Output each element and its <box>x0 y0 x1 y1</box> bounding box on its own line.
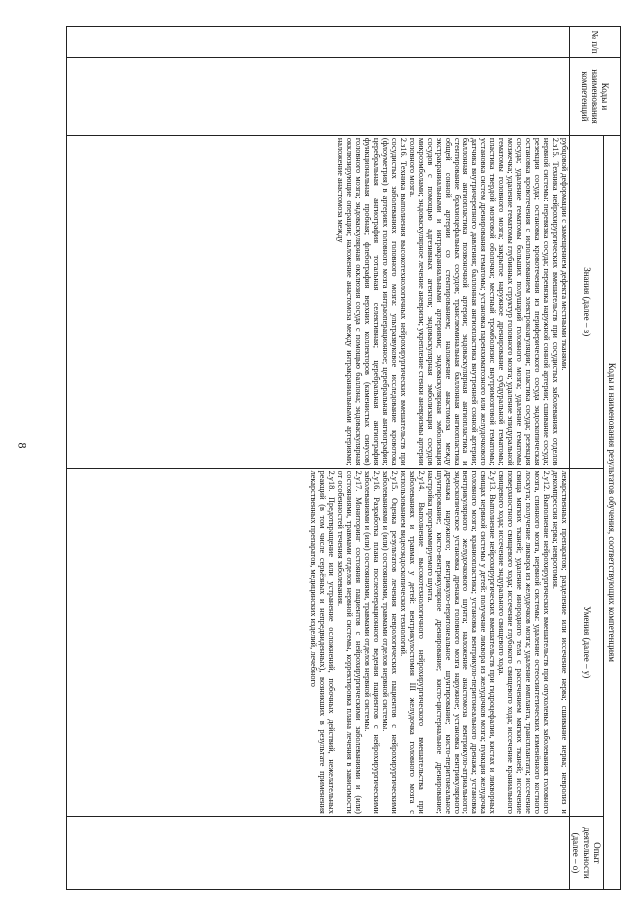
table-header-row <box>604 27 621 890</box>
header-knowledge: Знания (далее – з) <box>569 135 603 468</box>
skills-paragraph: 2.у18. Предотвращение или устранение осложнений, побочных действий, нежелательных реакций (в том числе серьёзных и непредвиденных), возникших в результате применения лекарственных препаратов, медицинских изделий, лечебного <box>309 470 337 814</box>
cell-skills <box>67 468 570 816</box>
header-codes: Коды и наименования компетенций <box>569 58 620 136</box>
table-subheader-row <box>569 27 603 890</box>
competencies-table <box>66 26 621 890</box>
header-experience: Опыт деятельности (далее – о) <box>569 816 603 889</box>
skills-paragraph: 2.у13. Выполнение нейрохирургических вмешательств при гидроцефалии, кистах и ликворных свищах нервной системы у детей: получение ликвора из желудочков мозга; пункция желудочка головного мозга; краниопластика; установка вентрикуло-перитонеального дренажа; установка вентрикулярного желудочкового шунта; наложение анастомоза вентрикуло-атриального; эндоскопическое установка дренажа головного мозга наружное; установка вентрикулярного дренажа наружного; вентрикуло-перитонеальное шунтирование; кисто-перитонеальное шунтирование; кисто-вентрикулярное дренирование; кисто-цистернальное дренирование; настройка программируемого шунта. <box>425 470 498 814</box>
knowledge-paragraph: 2.з15. Техника нейрохирургических вмешательств при сосудистых заболеваниях отделов нервной системы: перевязка сосуда; перевязка наружной сонной артерии; сшивание сосуда; резекция сосуда; остановка кровотечения из периферического сосуда эндоскопическая остановка кровотечения с использованием электрокоагуляции; пластика сосуда; резекция сосуда; удаление гематомы больших полушарий головного мозга; удаление гематомы мозжечка; удаление гематомы глубинных структур головного мозга; удаление эпидуральной гематомы головного мозга; закрытое наружное дренирование субдуральной гематомы; пластика твердой мозговой оболочки; местный тромболизис внутримозговой гематомы; установка систем дренирования гематомы; установка паренхиматозного или желудочкового датчика внутричерепного давления; баллонная ангиопластика внутренней сонной артерии; баллонная ангиопластика позвоночной артерии; эндоваскулярная ангиопластика и стентирование брахиоцефальных сосудов; транслюминальная баллонная ангиопластика общей сонной артерии со стентированием; наложение анастомоза между экстракраниальными и интракраниальными артериями; эндоваскулярная эмболизация сосудов с помощью адгезивных агентов; эндоваскулярная эмболизация сосудов микроэмболами; эндоваскулярное лечение аневризм; укрепление стенки аневризмы артерии головного мозга. <box>407 137 561 466</box>
cell-num <box>67 27 570 58</box>
rotated-table-wrapper <box>66 26 621 890</box>
header-results-group: Коды и наименования результатов обучения, соответствующих компетенциям <box>604 135 621 889</box>
cell-knowledge <box>67 135 570 468</box>
header-num: № п/п <box>569 27 620 58</box>
skills-paragraph: 2.у16. Разработка плана послеоперационного ведения пациентов с нейрохирургическими заболеваниями и (или) состояниями, травмами отделов нервной системы. <box>363 470 381 814</box>
skills-paragraph: 2.у12. Выполнение нейрохирургических вмешательств при опухолевых заболеваниях головного мозга, спинного мозга, нервной системы: удаление остеосинтетических изменённого костного лоскута; получение ликвора из желудочков мозга; удаление импланта, трансплантата; иссечение свища мягких тканей; удаление инородного тела с рассечением мягких тканей; иссечение поверхностного свищевого хода; иссечение глубокого свищевого хода; иссечение краниального свищевого хода; иссечение эндурального свищевого хода. <box>497 470 552 814</box>
skills-paragraph: лекарственных препаратов; разделение или иссечение нерва; сшивание нерва; невролиз и декомпрессия нерва; невротомия. <box>551 470 569 814</box>
header-skills: Умения (далее – у) <box>569 468 603 816</box>
skills-paragraph: 2.у14. Выполнение высокотехнологичного нейрохирургического вмешательства при заболеваниях и травмах у детей: вентрикулостомия III желудочка головного мозга с использованием видеоэндоскопических технологий. <box>398 470 426 814</box>
knowledge-paragraph: 2.з16. Техника выполнения высокотехнологичных нейрохирургических вмешательств при сосудистых заболеваниях головного мозга: ультразвуковое исследование кровотока (флоуметрия) в артериях головного мозга интраоперационное; церебральная ангиография; церебральная ангиография тотальная селективная; церебральная ангиография функциональная пробная; флебография верхних коллекторов (каменистых синусов) головного мозга; эндоваскулярная окклюзия сосуда с помощью баллона; эндоваскулярная окклюзирующие операции; наложение анастомоза между интракраниальными артериями; наложение анастомоза между <box>336 137 408 466</box>
knowledge-paragraph: рубцовой деформации с замещением дефекта местными тканями. <box>559 137 569 371</box>
skills-paragraph: 2.у15. Оценка результатов лечения неврологических пациентов с нейрохирургическими заболеваниями и (или) состояниями, травмами отделов нервной системы. <box>380 470 399 814</box>
cell-experience <box>67 816 570 889</box>
table-row <box>67 27 570 890</box>
cell-codes <box>67 58 570 136</box>
skills-paragraph: 2.у17. Мониторинг состояния пациентов с нейрохирургическими заболеваниями и (или) состояниями, травмами отделов нервной системы, корректировка плана лечения в зависимости от особенностей течения заболевания. <box>336 470 364 814</box>
page-number: 8 <box>15 442 30 449</box>
